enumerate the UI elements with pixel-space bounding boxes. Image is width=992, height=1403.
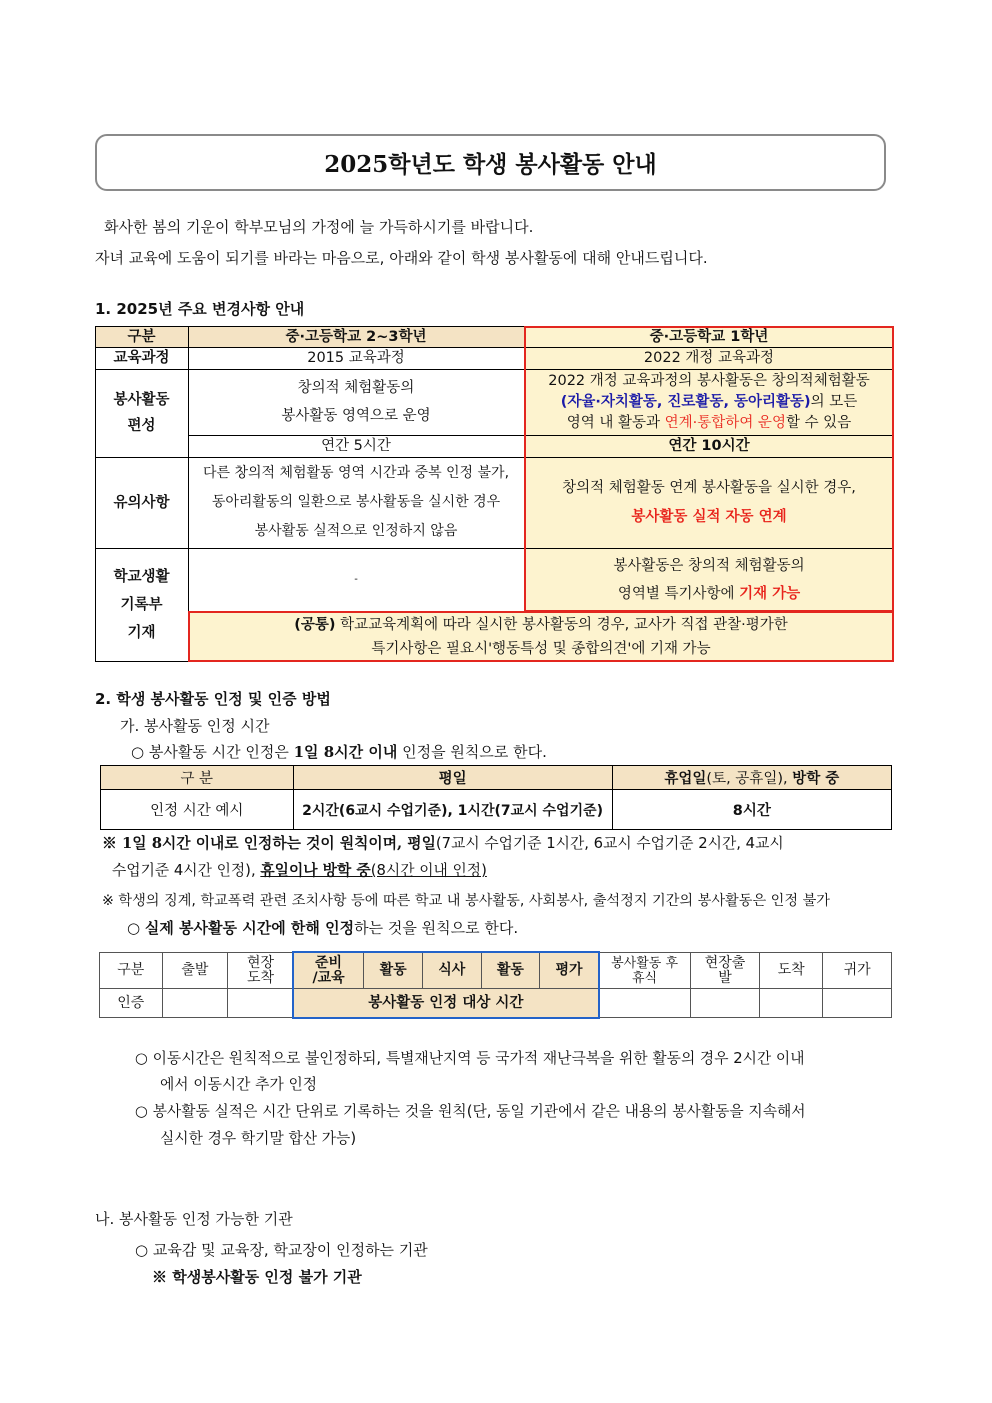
- timeline-h-evaluation: 평가: [540, 953, 599, 989]
- timeline-h-rest: 봉사활동 후 휴식: [598, 953, 690, 989]
- t1-label-curriculum: 교육과정: [113, 350, 170, 366]
- timeline-h-activity-1: 활동: [364, 953, 423, 989]
- t1-record-common: (공통) 학교교육계획에 따라 실시한 봉사활동의 경우, 교사가 직접 관찰·평가한 특기사항은 필요시'행동특성 및 종합의견'에 기재 가능: [188, 611, 894, 662]
- timeline-h-meal: 식사: [422, 953, 481, 989]
- hours-header-gubun: 구 분: [101, 766, 294, 790]
- intro-line-2: 자녀 교육에 도움이 되기를 바라는 마음으로, 아래와 같이 학생 봉사활동에 대해 안내드립니다.: [95, 249, 708, 267]
- bullet-approved-agencies: ○ 교육감 및 교육장, 학교장이 인정하는 기관: [135, 1241, 428, 1259]
- bullet-record-unit: ○ 봉사활동 실적은 시간 단위로 기록하는 것을 원칙(단, 동일 기관에서 같은 내용의 봉사활동을 지속해서: [135, 1103, 806, 1120]
- sub-heading-b: 나. 봉사활동 인정 가능한 기관: [95, 1210, 293, 1228]
- timeline-h-gubun: 구분: [100, 953, 163, 989]
- section-1-heading: 1. 2025년 주요 변경사항 안내: [95, 300, 305, 318]
- t1-label-organization: 봉사활동 편성: [113, 392, 170, 434]
- section-2-heading: 2. 학생 봉사활동 인정 및 인증 방법: [95, 690, 331, 708]
- page-title: 2025학년도 학생 봉사활동 안내: [95, 134, 886, 191]
- timeline-recognized-span: 봉사활동 인정 대상 시간: [293, 989, 598, 1018]
- t1-hours-old: 연간 5시간: [321, 438, 391, 454]
- t1-header-gubun: 구분: [95, 326, 188, 347]
- t1-header-grade-1: 중·고등학교 1학년: [524, 326, 894, 347]
- changes-table: [95, 326, 894, 662]
- note-principle: ※ 1일 8시간 이내로 인정하는 것이 원칙이며, 평일(7교시 수업기준 1시간, 6교시 수업기준 2시간, 4교시: [102, 835, 784, 852]
- note-principle-cont: 수업기준 4시간 인정), 휴일이나 방학 중(8시간 이내 인정): [112, 862, 487, 879]
- t1-header-grade-2-3: 중·고등학교 2~3학년: [188, 326, 524, 347]
- timeline-h-depart: 출발: [162, 953, 228, 989]
- timeline-h-arrive: 도착: [759, 953, 823, 989]
- hours-header-weekday: 평일: [293, 766, 612, 790]
- hours-weekday-value: 2시간(6교시 수업기준), 1시간(7교시 수업기준): [293, 790, 612, 830]
- t1-notes-new: 창의적 체험활동 연계 봉사활동을 실시한 경우, 봉사활동 실적 자동 연계: [524, 457, 894, 548]
- timeline-table: [99, 952, 892, 1018]
- bullet-record-unit-cont: 실시한 경우 학기말 합산 가능): [160, 1130, 357, 1147]
- bullet-travel-time-cont: 에서 이동시간 추가 인정: [160, 1076, 318, 1093]
- t1-hours-new: 연간 10시간: [524, 435, 894, 457]
- bullet-daily-limit: ○ 봉사활동 시간 인정은 1일 8시간 이내 인정을 원칙으로 한다.: [131, 743, 547, 761]
- timeline-h-prep: 준비 /교육: [293, 953, 364, 989]
- t1-organization-new: 2022 개정 교육과정의 봉사활동은 창의적체험활동 (자율·자치활동, 진로활동, 동아리활동)의 모든 영역 내 활동과 연계·통합하여 운영할 수 있음: [524, 369, 894, 435]
- timeline-h-activity-2: 활동: [481, 953, 540, 989]
- t1-label-record: 학교생활 기록부 기재: [113, 569, 170, 641]
- t1-notes-old: 다른 창의적 체험활동 영역 시간과 중복 인정 불가, 동아리활동의 일환으로 봉사활동을 실시한 경우 봉사활동 실적으로 인정하지 않음: [202, 465, 510, 539]
- hours-header-holiday: 휴업일(토, 공휴일), 방학 중: [612, 766, 891, 790]
- hours-row-label: 인정 시간 예시: [101, 790, 294, 830]
- bullet-actual-time: ○ 실제 봉사활동 시간에 한해 인정하는 것을 원칙으로 한다.: [127, 919, 519, 937]
- note-excluded-agencies: ※ 학생봉사활동 인정 불가 기관: [152, 1268, 362, 1286]
- t1-organization-old: 창의적 체험활동의 봉사활동 영역으로 운영: [281, 380, 431, 424]
- t1-curriculum-2022: 2022 개정 교육과정: [524, 347, 894, 369]
- sub-heading-a: 가. 봉사활동 인정 시간: [120, 717, 270, 735]
- timeline-row-label: 인증: [100, 989, 163, 1018]
- timeline-h-leave-site: 현장출 발: [691, 953, 760, 989]
- timeline-h-home: 귀가: [823, 953, 892, 989]
- t1-curriculum-2015: 2015 교육과정: [307, 350, 405, 366]
- t1-record-old: -: [354, 573, 358, 585]
- hours-holiday-value: 8시간: [612, 790, 891, 830]
- t1-record-new: 봉사활동은 창의적 체험활동의 영역별 특기사항에 기재 가능: [524, 548, 894, 611]
- t1-label-notes: 유의사항: [113, 494, 170, 511]
- timeline-h-arrive-site: 현장 도착: [228, 953, 294, 989]
- intro-line-1: 화사한 봄의 기운이 학부모님의 가정에 늘 가득하시기를 바랍니다.: [104, 218, 534, 236]
- note-exclusion: ※ 학생의 징계, 학교폭력 관련 조치사항 등에 따른 학교 내 봉사활동, 사회봉사, 출석정지 기간의 봉사활동은 인정 불가: [102, 893, 831, 909]
- bullet-travel-time: ○ 이동시간은 원칙적으로 불인정하되, 특별재난지역 등 국가적 재난극복을 위한 활동의 경우 2시간 이내: [135, 1050, 805, 1067]
- hours-table: [100, 765, 892, 830]
